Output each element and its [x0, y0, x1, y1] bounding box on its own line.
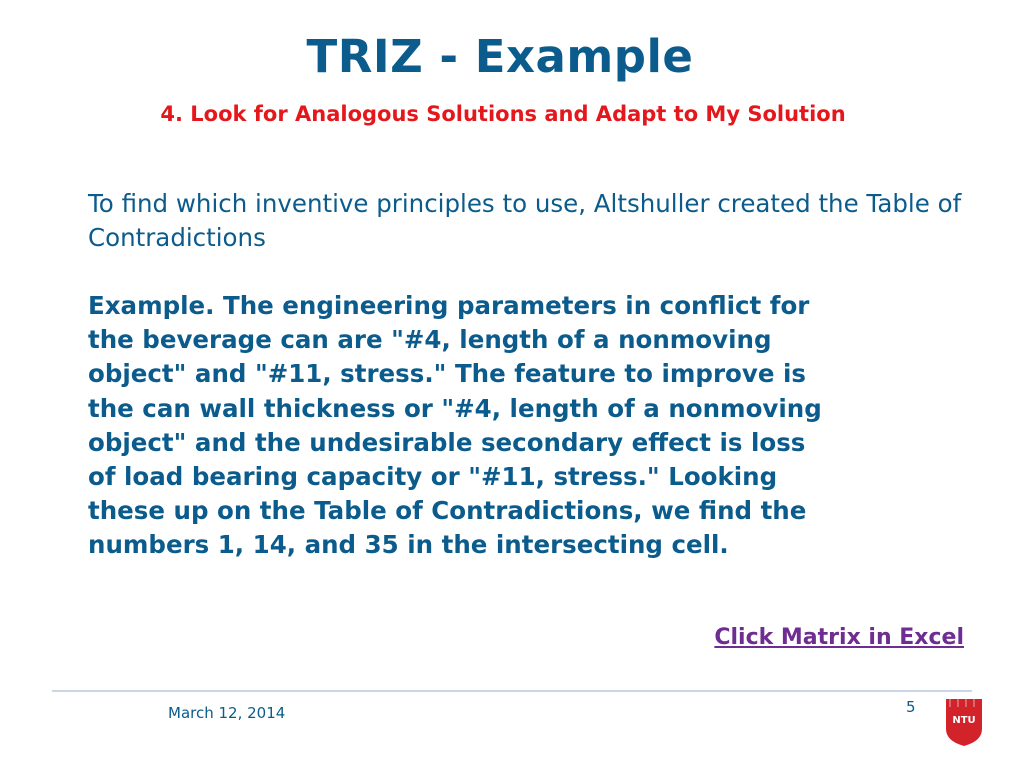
logo-text: NTU [952, 715, 976, 726]
example-paragraph [88, 289, 988, 563]
example-line: these up on the Table of Contradictions, we find the [88, 496, 807, 526]
example-line: numbers 1, 14, and 35 in the intersecting cell. [88, 530, 729, 560]
intro-paragraph: To find which inventive principles to use, Altshuller created the Table of Contradictions [88, 189, 962, 252]
ntu-logo [944, 697, 984, 747]
excel-matrix-link[interactable]: Click Matrix in Excel [714, 625, 964, 650]
footer-divider [52, 690, 972, 692]
example-line: object" and "#11, stress." The feature to improve is [88, 359, 806, 389]
page-number: 5 [906, 698, 916, 716]
example-line: object" and the undesirable secondary effect is loss [88, 427, 806, 457]
slide-title: TRIZ - Example [306, 30, 694, 83]
example-line: of load bearing capacity or "#11, stress." Looking [88, 462, 778, 492]
footer-date: March 12, 2014 [168, 704, 286, 722]
slide-subtitle: 4. Look for Analogous Solutions and Adapt to My Solution [160, 102, 846, 126]
example-line: the beverage can are "#4, length of a nonmoving [88, 325, 772, 355]
example-line: Example. The engineering parameters in conflict for [88, 291, 810, 320]
example-line: the can wall thickness or "#4, length of a nonmoving [88, 393, 822, 423]
